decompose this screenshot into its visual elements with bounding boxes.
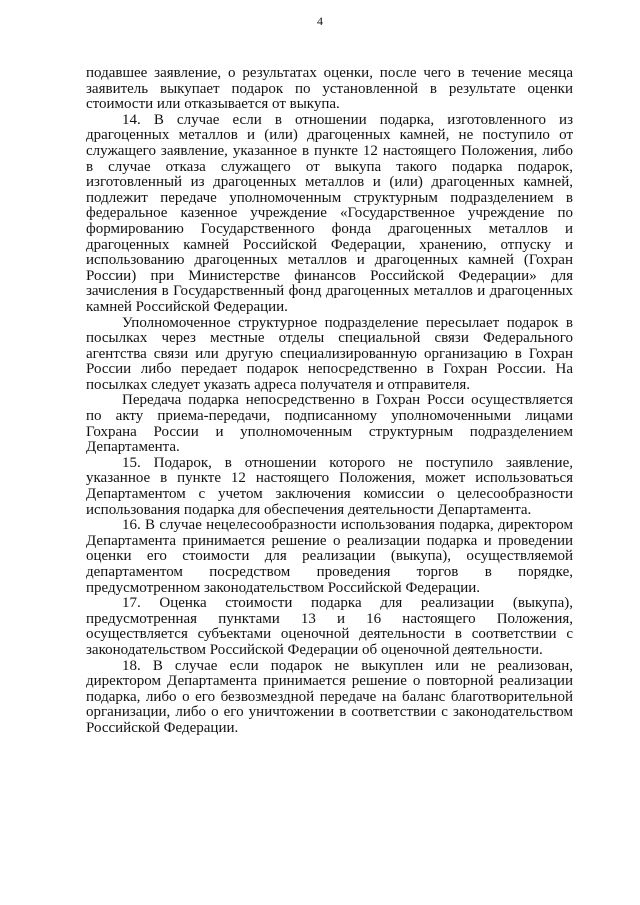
document-body	[86, 66, 573, 737]
paragraph-18: 18. В случае если подарок не выкуплен или не реализован, директором Департамента принимается решение о повторной реализации подарка, либо о его безвозмездной передаче на баланс благотворительной организации, либо о его уничтожении в соответствии с законодательством Российской Федерации.	[86, 657, 573, 736]
paragraph-continuation: подавшее заявление, о результатах оценки, после чего в течение месяца заявитель выкупает подарок по установленной в результате оценки стоимости или отказывается от выкупа.	[86, 65, 573, 113]
paragraph-14-transfer: Передача подарка непосредственно в Гохран Росси осуществляется по акту приема-передачи, подписанному уполномоченными лицами Гохрана России и уполномоченным структурным подразделением Департамента.	[86, 392, 573, 456]
paragraph-15: 15. Подарок, в отношении которого не поступило заявление, указанное в пункте 12 настоящего Положения, может использоваться Департаментом с учетом заключения комиссии о целесообразности использования подарка для обеспечения деятельности Департамента.	[86, 454, 573, 518]
paragraph-17: 17. Оценка стоимости подарка для реализации (выкупа), предусмотренная пунктами 13 и 16 настоящего Положения, осуществляется субъектами оценочной деятельности в соответствии с законодательством Российской Федерации об оценочной деятельности.	[86, 595, 573, 658]
paragraph-14-shipping: Уполномоченное структурное подразделение пересылает подарок в посылках через местные отделы специальной связи Федерального агентства связи или другую специализированную организацию в Гохран России либо передает подарок непосредственно в Гохран России. На посылках следует указать адреса получателя и отправителя.	[86, 314, 573, 393]
paragraph-16: 16. В случае нецелесообразности использования подарка, директором Департамента принимается решение о реализации подарка и проведении оценки его стоимости для реализации (выкупа), осуществляемой департаментом посредством проведения торгов в порядке, предусмотренном законодательством Российской Федерации.	[86, 517, 573, 596]
paragraph-14: 14. В случае если в отношении подарка, изготовленного из драгоценных металлов и (или) драгоценных камней, не поступило от служащего заявление, указанное в пункте 12 настоящего Положения, либо в случае отказа служащего от выкупа такого подарка подарок, изготовленный из драгоценных металлов и (или) драгоценных камней, подлежит передаче уполномоченным структурным подразделением в федеральное казенное учреждение «Государственное учреждение по формированию Государственного фонда драгоценных металлов и драгоценных камней Российской Федерации, хранению, отпуску и использованию драгоценных металлов и драгоценных камней (Гохран России) при Министерстве финансов Российской Федерации» для зачисления в Государственный фонд драгоценных металлов и драгоценных камней Российской Федерации.	[86, 111, 573, 315]
page-number: 4	[317, 14, 323, 28]
